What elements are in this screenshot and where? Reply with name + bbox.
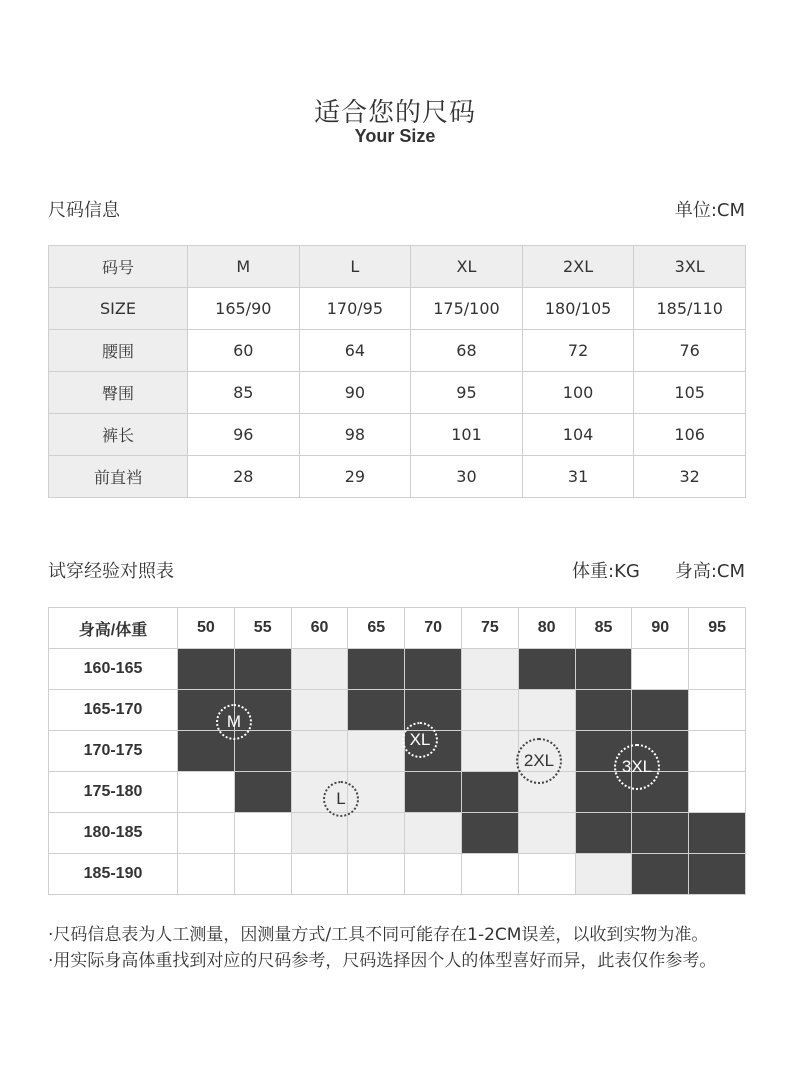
table-row: [49, 414, 746, 456]
fit-cell: [689, 690, 746, 731]
table-cell: 29: [299, 456, 411, 498]
fit-cell: [291, 813, 348, 854]
fit-cell: [461, 854, 518, 895]
height-row-label: 165-170: [49, 690, 178, 731]
weight-header-cell: 95: [689, 608, 746, 649]
fit-cell: [291, 854, 348, 895]
weight-header-cell: 70: [405, 608, 462, 649]
table-row: [49, 288, 746, 330]
row-label: 前直裆: [49, 456, 188, 498]
size-header-cell: 3XL: [634, 246, 746, 288]
fit-cell: [405, 772, 462, 813]
height-row-label: 175-180: [49, 772, 178, 813]
table-cell: 31: [522, 456, 634, 498]
fit-cell: [405, 854, 462, 895]
corner-cell: 身高/体重: [49, 608, 178, 649]
table-row: [49, 372, 746, 414]
table-cell: 104: [522, 414, 634, 456]
table-cell: 76: [634, 330, 746, 372]
row-label: 腰围: [49, 330, 188, 372]
table-cell: 105: [634, 372, 746, 414]
table-cell: 96: [188, 414, 300, 456]
size-header-cell: 2XL: [522, 246, 634, 288]
row-label: SIZE: [49, 288, 188, 330]
size-badge-xl: XL: [402, 722, 438, 758]
table-cell: 32: [634, 456, 746, 498]
fit-cell: [405, 813, 462, 854]
row-label: 裤长: [49, 414, 188, 456]
fit-cell: [348, 690, 405, 731]
fit-cell: [632, 854, 689, 895]
weight-header-cell: 90: [632, 608, 689, 649]
fit-cell: [689, 649, 746, 690]
size-header-cell: XL: [411, 246, 523, 288]
table-cell: 98: [299, 414, 411, 456]
fit-cell: [689, 772, 746, 813]
weight-header-cell: 75: [461, 608, 518, 649]
height-row-label: 160-165: [49, 649, 178, 690]
fit-cell: [348, 813, 405, 854]
fit-cell: [461, 690, 518, 731]
table-cell: 95: [411, 372, 523, 414]
note-line: ·用实际身高体重找到对应的尺码参考，尺码选择因个人的体型喜好而异，此表仅作参考。: [48, 951, 717, 971]
height-unit-label: 身高:CM: [674, 561, 745, 582]
weight-header-cell: 55: [234, 608, 291, 649]
page-title: 适合您的尺码: [313, 98, 476, 128]
fit-cell: [348, 731, 405, 772]
fit-cell: [518, 854, 575, 895]
fit-cell: [178, 854, 235, 895]
fit-cell: [178, 813, 235, 854]
table-row: [49, 854, 746, 895]
fit-cell: [291, 731, 348, 772]
fit-table-header: [49, 608, 746, 649]
table-cell: 60: [188, 330, 300, 372]
table-cell: 90: [299, 372, 411, 414]
height-row-label: 185-190: [49, 854, 178, 895]
fit-cell: [632, 649, 689, 690]
table-cell: 170/95: [299, 288, 411, 330]
size-header-cell: 码号: [49, 246, 188, 288]
height-row-label: 180-185: [49, 813, 178, 854]
weight-header-cell: 60: [291, 608, 348, 649]
table-cell: 85: [188, 372, 300, 414]
fit-cell: [291, 649, 348, 690]
fit-cell: [689, 813, 746, 854]
fit-chart-label: 试穿经验对照表: [48, 561, 174, 582]
size-badge-m: M: [216, 704, 252, 740]
size-header-cell: L: [299, 246, 411, 288]
size-badge-3xl: 3XL: [614, 744, 660, 790]
fit-cell: [234, 649, 291, 690]
fit-cell: [461, 731, 518, 772]
fit-cell: [632, 813, 689, 854]
table-row: [49, 690, 746, 731]
fit-cell: [689, 854, 746, 895]
table-row: [49, 813, 746, 854]
fit-cell: [632, 690, 689, 731]
size-badge-l: L: [323, 781, 359, 817]
table-cell: 100: [522, 372, 634, 414]
table-cell: 72: [522, 330, 634, 372]
weight-header-cell: 80: [518, 608, 575, 649]
fit-cell: [405, 649, 462, 690]
size-info-label: 尺码信息: [48, 200, 120, 221]
fit-cell: [689, 731, 746, 772]
weight-header-cell: 65: [348, 608, 405, 649]
fit-cell: [575, 649, 632, 690]
fit-cell: [234, 854, 291, 895]
size-unit-label: 单位:CM: [674, 200, 745, 221]
table-row: [49, 330, 746, 372]
fit-cell: [348, 649, 405, 690]
weight-header-cell: 85: [575, 608, 632, 649]
fit-cell: [234, 772, 291, 813]
fit-cell: [461, 813, 518, 854]
page-subtitle: Your Size: [354, 126, 436, 146]
height-row-label: 170-175: [49, 731, 178, 772]
table-row: [49, 649, 746, 690]
notes: [48, 922, 768, 974]
size-table-header: [49, 246, 746, 288]
fit-cell: [461, 649, 518, 690]
fit-cell: [575, 813, 632, 854]
size-table: [48, 245, 746, 498]
fit-cell: [518, 649, 575, 690]
row-label: 臀围: [49, 372, 188, 414]
weight-header-cell: 50: [178, 608, 235, 649]
fit-cell: [178, 649, 235, 690]
fit-cell: [291, 690, 348, 731]
fit-cell: [575, 854, 632, 895]
table-cell: 180/105: [522, 288, 634, 330]
fit-cell: [348, 854, 405, 895]
weight-unit-label: 体重:KG: [572, 561, 640, 582]
fit-cell: [575, 690, 632, 731]
fit-cell: [234, 813, 291, 854]
size-badge-2xl: 2XL: [516, 738, 562, 784]
table-cell: 101: [411, 414, 523, 456]
fit-cell: [518, 813, 575, 854]
table-cell: 68: [411, 330, 523, 372]
note-line: ·尺码信息表为人工测量，因测量方式/工具不同可能存在1-2CM误差，以收到实物为准。: [48, 925, 709, 945]
fit-cell: [518, 690, 575, 731]
table-cell: 165/90: [188, 288, 300, 330]
table-cell: 175/100: [411, 288, 523, 330]
fit-cell: [178, 772, 235, 813]
table-row: [49, 456, 746, 498]
fit-cell: [461, 772, 518, 813]
table-cell: 64: [299, 330, 411, 372]
table-cell: 28: [188, 456, 300, 498]
table-cell: 30: [411, 456, 523, 498]
table-cell: 185/110: [634, 288, 746, 330]
size-header-cell: M: [188, 246, 300, 288]
table-cell: 106: [634, 414, 746, 456]
